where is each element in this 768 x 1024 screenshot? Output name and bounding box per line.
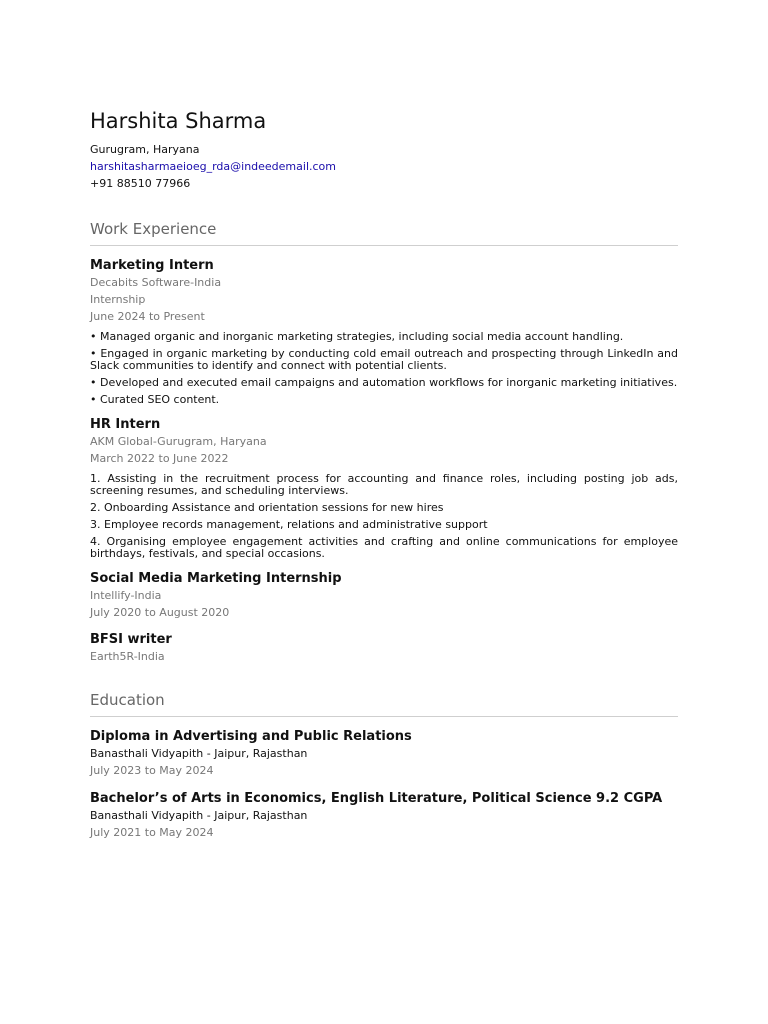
job-type: Internship [90,293,146,306]
education-institution: Banasthali Vidyapith - Jaipur, Rajasthan [90,809,308,822]
job-bullet: 3. Employee records management, relations and administrative support [90,518,488,531]
candidate-name: Harshita Sharma [90,109,267,133]
job-dates: June 2024 to Present [90,310,205,323]
job-company: AKM Global-Gurugram, Haryana [90,435,267,448]
job-bullet: 1. Assisting in the recruitment process for accounting and finance roles, including posting job ads, screening resumes, and scheduling interviews. [90,472,678,497]
resume-page [90,108,678,841]
job-bullet: • Curated SEO content. [90,393,220,406]
location-text: Gurugram, Haryana [90,143,200,156]
education-dates: July 2021 to May 2024 [90,826,214,839]
job-title: Marketing Intern [90,258,214,273]
job-title: HR Intern [90,417,161,432]
job-bullet: 4. Organising employee engagement activities and crafting and online communications for employee birthdays, festivals, and special occasions. [90,535,678,560]
job-company: Intellify-India [90,589,162,602]
education-dates: July 2023 to May 2024 [90,764,214,777]
education-institution: Banasthali Vidyapith - Jaipur, Rajasthan [90,747,308,760]
work-experience-heading: Work Experience [90,219,678,246]
job-dates: July 2020 to August 2020 [90,606,230,619]
education-entry [90,790,678,841]
job-entry [90,631,678,665]
education-degree: Diploma in Advertising and Public Relations [90,729,412,744]
job-company: Earth5R-India [90,650,165,663]
job-entry [90,257,678,406]
education-degree: Bachelor’s of Arts in Economics, English Literature, Political Science 9.2 CGPA [90,791,663,806]
education-entry [90,728,678,779]
job-entry [90,570,678,621]
job-bullet: • Developed and executed email campaigns and automation workflows for inorganic marketing initiatives. [90,376,678,389]
job-bullet-list [90,331,678,406]
job-entry [90,416,678,560]
job-title: BFSI writer [90,632,172,647]
job-company: Decabits Software-India [90,276,222,289]
job-bullet-list [90,473,678,560]
job-bullet: • Engaged in organic marketing by conducting cold email outreach and prospecting through LinkedIn and Slack communities to identify and connect with potential clients. [90,347,678,372]
job-bullet: 2. Onboarding Assistance and orientation sessions for new hires [90,501,444,514]
job-bullet: • Managed organic and inorganic marketing strategies, including social media account handling. [90,330,624,343]
email-link[interactable]: harshitasharmaeioeg_rda@indeedemail.com [90,160,336,173]
resume-header [90,108,678,192]
job-dates: March 2022 to June 2022 [90,452,229,465]
phone-text: +91 88510 77966 [90,177,191,190]
education-heading: Education [90,690,678,717]
job-title: Social Media Marketing Internship [90,571,342,586]
